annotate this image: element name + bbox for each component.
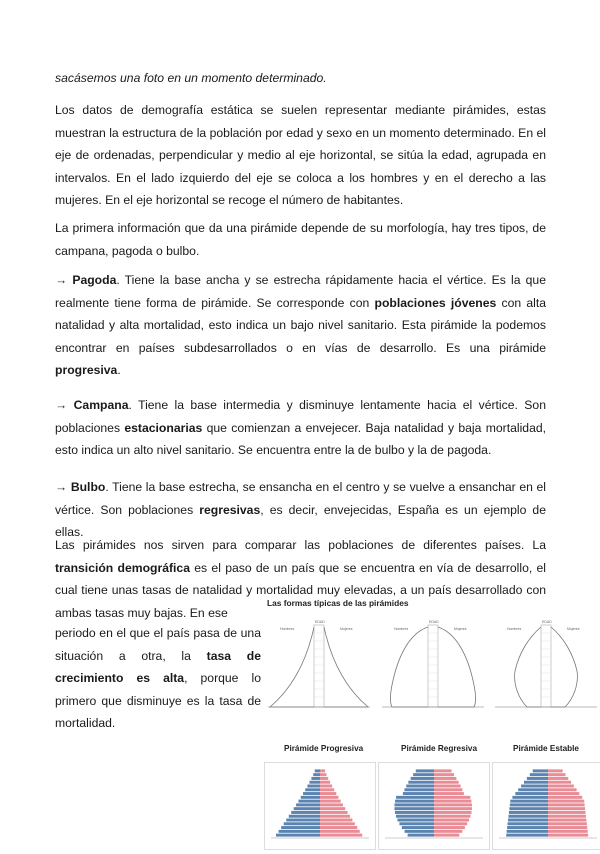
women-bar xyxy=(548,788,577,791)
bars-svg-regresiva xyxy=(379,763,489,849)
women-bar xyxy=(434,769,452,772)
outline-svg-progresiva xyxy=(266,615,372,721)
men-bar xyxy=(530,773,548,776)
men-bar xyxy=(411,777,434,780)
bars-svg-estable xyxy=(493,763,600,849)
men-bar xyxy=(404,788,434,791)
women-bar xyxy=(434,781,459,784)
women-bar xyxy=(548,773,565,776)
outline-pyramid-progresiva xyxy=(266,615,372,721)
women-bar xyxy=(320,792,336,795)
men-bar xyxy=(509,807,548,810)
men-bar xyxy=(515,792,548,795)
women-bar xyxy=(320,826,357,829)
men-bar xyxy=(416,769,434,772)
paragraph-pagoda: → Pagoda. Tiene la base ancha y se estrecha rápidamente hacia el vértice. Es la que realmente tiene forma de pirámide. Se corresponde con poblaciones jóvenes con alta natalidad y alta mortalidad, esto indica un bajo nivel sanitario. Esta pirámide la podemos encontrar en países subdesarrollados o en vías de desarrollo. Es una pirámide progresiva. xyxy=(55,273,546,378)
men-bar xyxy=(399,822,434,825)
women-bar xyxy=(320,769,325,772)
men-bar xyxy=(305,788,320,791)
men-bar xyxy=(396,815,434,818)
women-bar xyxy=(548,834,588,837)
women-bar xyxy=(434,785,461,788)
paragraph-static-demography: Los datos de demografía estática se suelen representar mediante pirámides, estas muestran la estructura de la población por edad y sexo en un momento determinado. En el eje de ordenadas, perpendicular y medio al eje horizontal, se sitúa la edad, agrupada en intervalos. En el lado izquierdo del eje se coloca a los hombres y en el derecho a las mujeres. En el eje horizontal se recoge el número de habitantes. xyxy=(55,103,546,208)
men-bar xyxy=(394,803,434,806)
women-bar xyxy=(320,811,348,814)
women-bar xyxy=(434,811,471,814)
men-bar xyxy=(405,830,434,833)
women-bar xyxy=(548,792,579,795)
pyramid-figure xyxy=(264,598,600,848)
women-bar xyxy=(434,800,471,803)
term-bulbo: Bulbo xyxy=(70,480,106,494)
women-bar xyxy=(320,785,332,788)
women-bar xyxy=(320,773,326,776)
paragraph-bulbo: → Bulbo. Tiene la base estrecha, se ensancha en el centro y se vuelve a ensanchar en el vértice. Son poblaciones regresivas, es decir, envejecidas, España es un ejemplo de ellas. xyxy=(55,480,546,540)
figure-title: Las formas típicas de las pirámides xyxy=(267,598,409,608)
women-bar xyxy=(320,803,343,806)
women-bar xyxy=(548,822,587,825)
women-bar xyxy=(320,807,345,810)
women-bar xyxy=(548,807,585,810)
men-bar xyxy=(521,785,548,788)
age-label-2: EDAD xyxy=(429,620,439,624)
women-bar xyxy=(320,834,362,837)
arrow-bulbo: → xyxy=(55,480,68,494)
paragraph-campana: → Campana. Tiene la base intermedia y disminuye lentamente hacia el vértice. Son poblaciones estacionarias que comienzan a envejecer. Baja natalidad y baja mortalidad, esto indica un alto nivel sanitario. Se encuentra entre la de bulbo y la de pagoda. xyxy=(55,398,547,458)
men-bar xyxy=(507,830,548,833)
label-regresiva: Pirámide Regresiva xyxy=(401,744,478,753)
women-bar xyxy=(320,815,350,818)
women-bar xyxy=(434,777,456,780)
outline-pyramid-bulbo xyxy=(493,615,599,721)
bar-pyramid-progresiva xyxy=(264,762,376,850)
label-estable: Pirámide Estable xyxy=(513,744,579,753)
men-bar xyxy=(395,811,434,814)
men-label-2: Hombres xyxy=(394,627,409,631)
men-bar xyxy=(506,834,548,837)
men-bar xyxy=(406,785,434,788)
women-label-3: Mujeres xyxy=(567,627,580,631)
women-bar xyxy=(434,826,465,829)
men-bar xyxy=(307,785,320,788)
men-bar xyxy=(279,830,320,833)
men-bar xyxy=(510,800,548,803)
men-bar xyxy=(508,822,548,825)
men-bar xyxy=(296,803,320,806)
men-bar xyxy=(508,819,548,822)
men-bar xyxy=(510,803,548,806)
outline-svg-campana xyxy=(380,615,486,721)
women-bar xyxy=(434,834,459,837)
men-bar xyxy=(508,815,548,818)
women-bar xyxy=(320,819,352,822)
women-bar xyxy=(548,803,585,806)
women-bar xyxy=(320,777,328,780)
paragraph-morphology: La primera información que da una pirámide depende de su morfología, hay tres tipos, de campana, pagoda o bulbo. xyxy=(55,221,546,258)
arrow-pagoda: → xyxy=(55,273,68,287)
men-bar xyxy=(509,811,548,814)
women-bar xyxy=(434,819,469,822)
bar-pyramid-estable xyxy=(492,762,600,850)
arrow-campana: → xyxy=(55,398,68,412)
men-bar xyxy=(311,777,320,780)
men-bar xyxy=(284,822,320,825)
women-bar xyxy=(434,788,462,791)
paragraph-transicion: Las pirámides nos sirven para comparar las poblaciones de diferentes países. La transición demográfica es el paso de un país que se encuentra en vía de desarrollo, el cual tiene unas tasas de natalidad y mortalidad muy elevadas, a un país desarrollado con ambas tasas muy bajas. En ese xyxy=(55,538,546,620)
women-bar xyxy=(548,781,571,784)
men-bar xyxy=(527,777,548,780)
men-bar xyxy=(524,781,548,784)
women-bar xyxy=(320,788,334,791)
men-bar xyxy=(291,811,320,814)
term-campana: Campana xyxy=(73,398,129,412)
men-bar xyxy=(408,781,434,784)
men-label-1: Hombres xyxy=(280,627,295,631)
label-progresiva: Pirámide Progresiva xyxy=(284,744,364,753)
women-bar xyxy=(434,792,464,795)
women-bar xyxy=(548,826,587,829)
intro-line: sacásemos una foto en un momento determinado. xyxy=(55,71,327,85)
bars-svg-progresiva xyxy=(265,763,375,849)
men-bar xyxy=(276,834,320,837)
women-bar xyxy=(434,830,462,833)
women-bar xyxy=(434,773,454,776)
women-label-2: Mujeres xyxy=(454,627,467,631)
men-bar xyxy=(512,796,548,799)
men-label-3: Hombres xyxy=(507,627,522,631)
women-bar xyxy=(434,803,472,806)
men-bar xyxy=(281,826,320,829)
women-bar xyxy=(320,781,330,784)
women-bar xyxy=(548,819,586,822)
women-bar xyxy=(548,785,574,788)
men-bar xyxy=(303,792,320,795)
age-label-3: EDAD xyxy=(542,620,552,624)
women-bar xyxy=(434,807,472,810)
outline-pyramid-campana xyxy=(380,615,486,721)
women-bar xyxy=(548,800,584,803)
men-bar xyxy=(408,834,434,837)
women-bar xyxy=(434,796,470,799)
women-bar xyxy=(434,815,471,818)
men-bar xyxy=(315,769,320,772)
men-bar xyxy=(507,826,548,829)
men-bar xyxy=(289,815,320,818)
women-bar xyxy=(320,822,355,825)
men-bar xyxy=(298,800,320,803)
women-bar xyxy=(548,811,586,814)
outline-svg-bulbo xyxy=(493,615,599,721)
men-bar xyxy=(395,800,434,803)
women-bar xyxy=(548,815,586,818)
men-bar xyxy=(394,807,434,810)
men-bar xyxy=(533,769,548,772)
women-label-1: Mujeres xyxy=(340,627,353,631)
men-bar xyxy=(402,826,434,829)
women-bar xyxy=(548,769,563,772)
women-bar xyxy=(548,777,568,780)
men-bar xyxy=(403,792,434,795)
men-bar xyxy=(518,788,548,791)
men-bar xyxy=(396,796,434,799)
women-bar xyxy=(320,796,338,799)
paragraph-transicion-cont: periodo en el que el país pasa de una situación a otra, la tasa de crecimiento es alta, porque lo primero que disminuye es la tasa de mortalidad. xyxy=(55,626,261,731)
bar-pyramid-regresiva xyxy=(378,762,490,850)
men-bar xyxy=(301,796,320,799)
women-bar xyxy=(320,800,341,803)
men-bar xyxy=(309,781,320,784)
women-bar xyxy=(548,830,588,833)
women-bar xyxy=(320,830,360,833)
term-pagoda: Pagoda xyxy=(72,273,117,287)
men-bar xyxy=(413,773,434,776)
age-label-1: EDAD xyxy=(315,620,325,624)
men-bar xyxy=(313,773,320,776)
men-bar xyxy=(294,807,320,810)
men-bar xyxy=(286,819,320,822)
women-bar xyxy=(434,822,467,825)
men-bar xyxy=(397,819,434,822)
women-bar xyxy=(548,796,582,799)
